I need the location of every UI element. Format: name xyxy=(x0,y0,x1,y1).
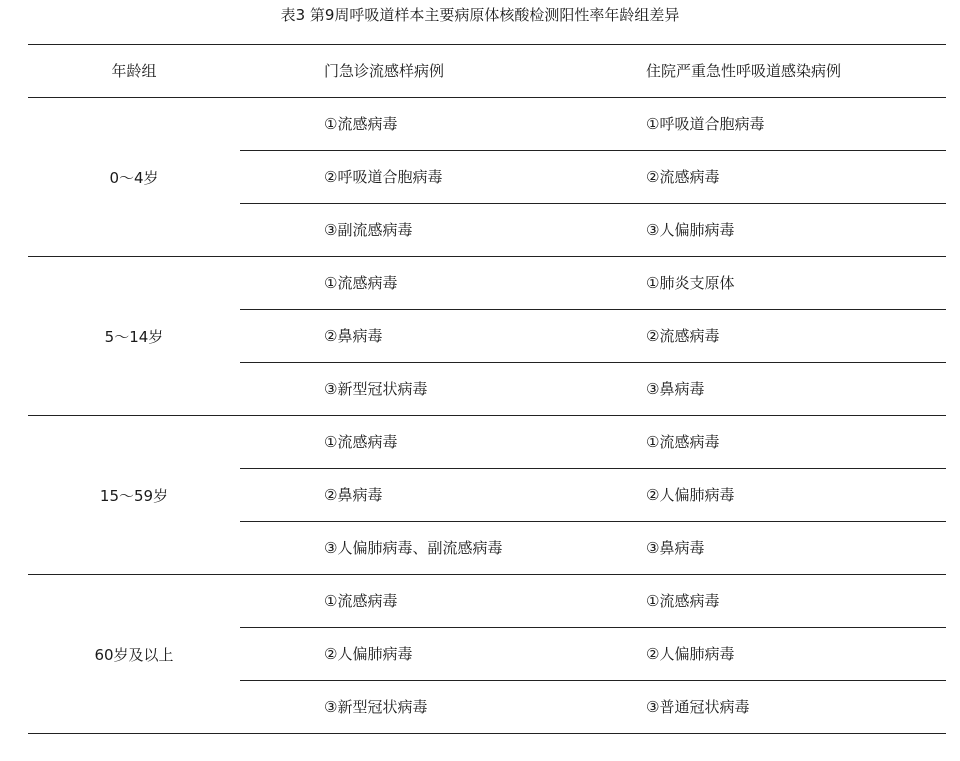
age-group-label: 60岁及以上 xyxy=(94,645,174,664)
outpatient-cell: ②呼吸道合胞病毒 xyxy=(324,168,443,186)
inpatient-cell: ①呼吸道合胞病毒 xyxy=(646,115,765,133)
table-row xyxy=(240,469,946,522)
outpatient-cell: ③新型冠状病毒 xyxy=(324,698,428,716)
inpatient-cell: ②流感病毒 xyxy=(646,168,720,186)
inpatient-cell: ①肺炎支原体 xyxy=(646,274,735,292)
age-group-label: 0～4岁 xyxy=(109,168,159,187)
age-group-60-plus xyxy=(28,575,946,734)
outpatient-cell: ①流感病毒 xyxy=(324,592,398,610)
header-inpatient-sari: 住院严重急性呼吸道感染病例 xyxy=(646,62,842,80)
outpatient-cell: ③新型冠状病毒 xyxy=(324,380,428,398)
outpatient-cell: ③人偏肺病毒、副流感病毒 xyxy=(324,539,503,557)
table-row xyxy=(240,257,946,310)
header-age-group: 年龄组 xyxy=(111,62,157,80)
table-row xyxy=(240,363,946,415)
inpatient-cell: ①流感病毒 xyxy=(646,433,720,451)
table-row xyxy=(240,681,946,733)
table-row xyxy=(240,416,946,469)
outpatient-cell: ②鼻病毒 xyxy=(324,327,383,345)
outpatient-cell: ①流感病毒 xyxy=(324,274,398,292)
age-group-5-14 xyxy=(28,257,946,416)
inpatient-cell: ③普通冠状病毒 xyxy=(646,698,750,716)
table-row xyxy=(240,522,946,574)
outpatient-cell: ①流感病毒 xyxy=(324,115,398,133)
inpatient-cell: ③鼻病毒 xyxy=(646,539,705,557)
outpatient-cell: ②鼻病毒 xyxy=(324,486,383,504)
inpatient-cell: ②流感病毒 xyxy=(646,327,720,345)
inpatient-cell: ③鼻病毒 xyxy=(646,380,705,398)
inpatient-cell: ②人偏肺病毒 xyxy=(646,486,735,504)
pathogen-table xyxy=(28,44,946,734)
outpatient-cell: ③副流感病毒 xyxy=(324,221,413,239)
table-row xyxy=(240,204,946,256)
age-group-15-59 xyxy=(28,416,946,575)
table-caption: 表3 第9周呼吸道样本主要病原体核酸检测阳性率年龄组差异 xyxy=(280,6,680,24)
inpatient-cell: ②人偏肺病毒 xyxy=(646,645,735,663)
age-group-label: 15～59岁 xyxy=(99,486,169,505)
age-group-0-4 xyxy=(28,98,946,257)
table-row xyxy=(240,575,946,628)
outpatient-cell: ②人偏肺病毒 xyxy=(324,645,413,663)
table-row xyxy=(240,310,946,363)
table-header xyxy=(28,45,946,98)
inpatient-cell: ①流感病毒 xyxy=(646,592,720,610)
age-group-label: 5～14岁 xyxy=(104,327,164,346)
table-row xyxy=(240,151,946,204)
outpatient-cell: ①流感病毒 xyxy=(324,433,398,451)
inpatient-cell: ③人偏肺病毒 xyxy=(646,221,735,239)
table-row xyxy=(240,628,946,681)
header-outpatient-ili: 门急诊流感样病例 xyxy=(324,62,445,80)
table-row xyxy=(240,98,946,151)
